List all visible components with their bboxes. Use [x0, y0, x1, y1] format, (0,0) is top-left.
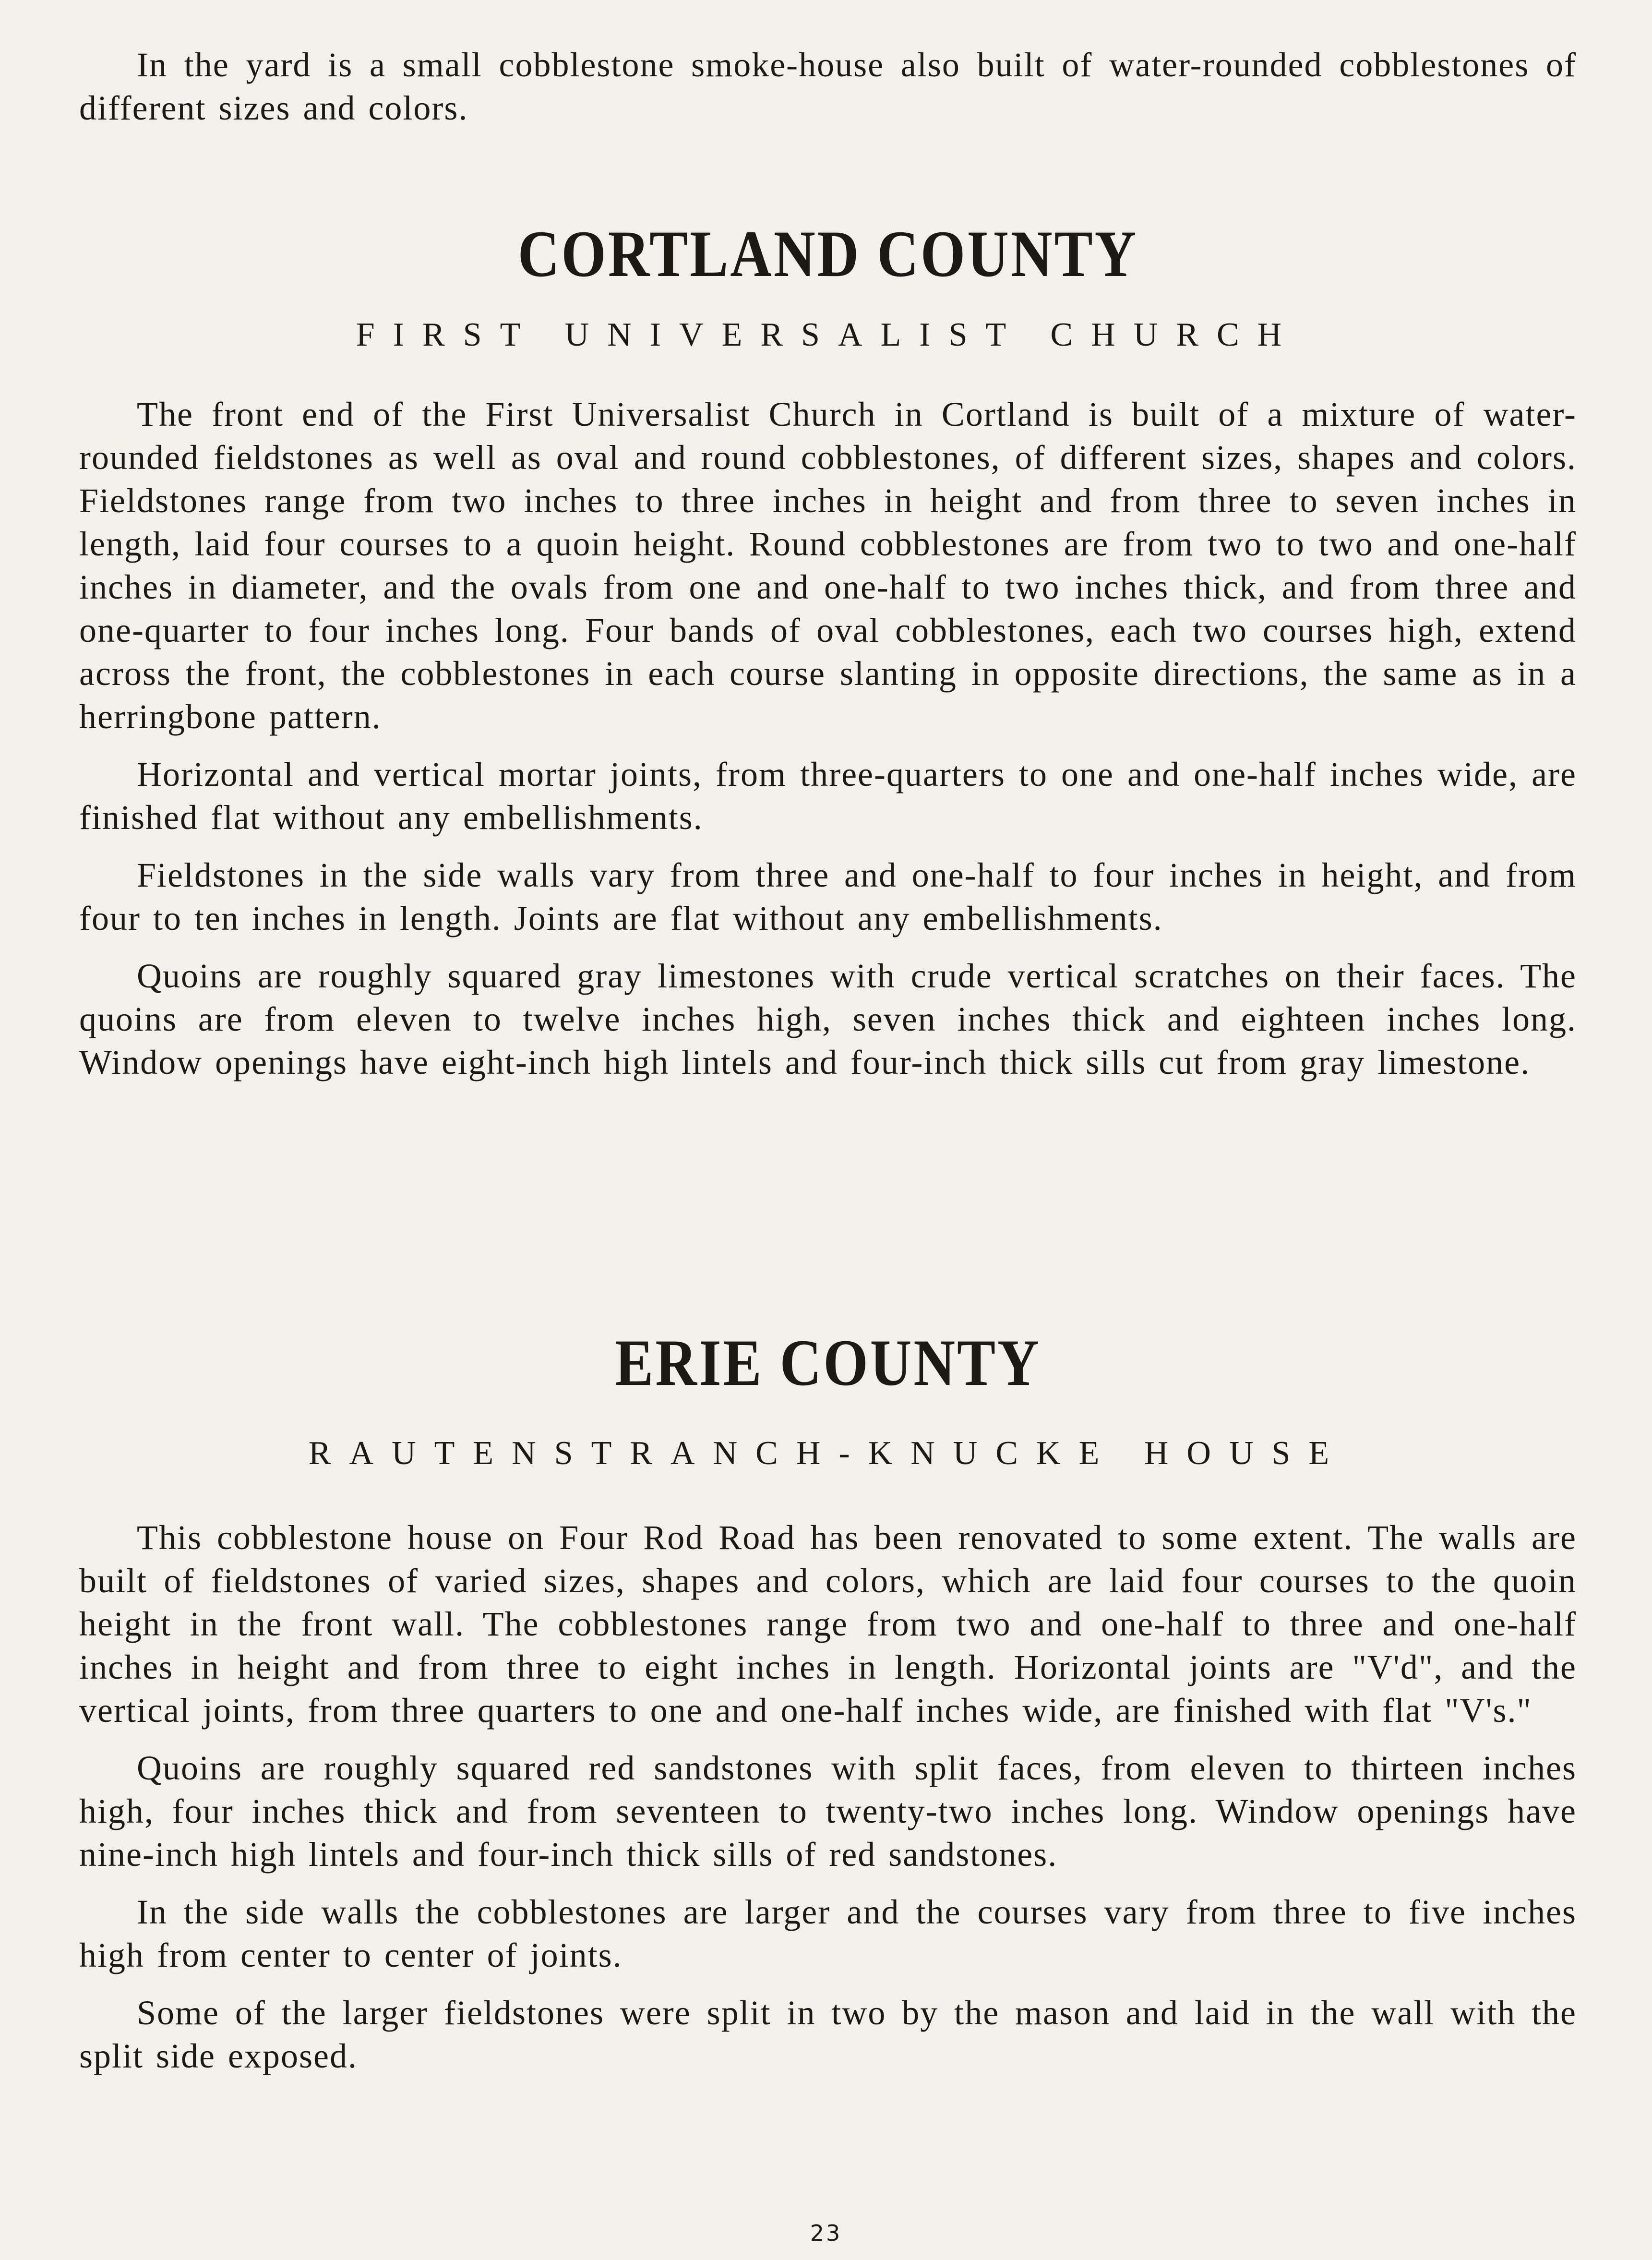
county-heading: ERIE COUNTY	[615, 1325, 1041, 1399]
body-paragraph: Quoins are roughly squared gray limestones with crude vertical scratches on their faces. The quoins are from eleven to twelve inches high, seven inches thick and eighteen inches long. Window openings have eight-inch high lintels and four-inch thick sills cut from gray limestone.	[79, 957, 1577, 1082]
body-paragraph: Horizontal and vertical mortar joints, from three-quarters to one and one-half inches wide, are finished flat without any embellishments.	[79, 755, 1577, 837]
page-number: 23	[810, 2220, 842, 2246]
body-paragraph: Some of the larger fieldstones were split in two by the mason and laid in the wall with the split side exposed.	[79, 1994, 1577, 2075]
section-cortland-county	[79, 216, 1577, 1098]
body-paragraph: This cobblestone house on Four Rod Road has been renovated to some extent. The walls are built of fieldstones of varied sizes, shapes and colors, which are laid four courses to the quoin height in the front wall. The cobblestones range from two and one-half to three and one-half inches in height and from three to eight inches in length. Horizontal joints are "V'd", and the vertical joints, from three quarters to one and one-half inches wide, are finished with flat "V's."	[79, 1518, 1577, 1730]
body-paragraph: In the side walls the cobblestones are larger and the courses vary from three to five inches high from center to center of joints.	[79, 1893, 1577, 1974]
body-paragraph: Quoins are roughly squared red sandstones with split faces, from eleven to thirteen inches high, four inches thick and from seventeen to twenty-two inches long. Window openings have nine-inch high lintels and four-inch thick sills of red sandstones.	[79, 1749, 1577, 1874]
section-erie-county	[79, 1325, 1577, 2092]
building-heading: FIRST UNIVERSALIST CHURCH	[356, 316, 1300, 353]
county-heading: CORTLAND COUNTY	[517, 216, 1138, 290]
body-paragraph: Fieldstones in the side walls vary from three and one-half to four inches in height, and from four to ten inches in length. Joints are flat without any embellishments.	[79, 856, 1577, 938]
intro-paragraph: In the yard is a small cobblestone smoke-house also built of water-rounded cobblestones of different sizes and colors.	[79, 46, 1577, 127]
building-heading: RAUTENSTRANCH-KNUCKE HOUSE	[308, 1435, 1348, 1472]
body-paragraph: The front end of the First Universalist Church in Cortland is built of a mixture of water-rounded fieldstones as well as oval and round cobblestones, of different sizes, shapes and colors. Fieldstones range from two inches to three inches in height and from three to seven inches in length, laid four courses to a quoin height. Round cobblestones are from two to two and one-half inches in diameter, and the ovals from one and one-half to two inches thick, and from three and one-quarter to four inches long. Four bands of oval cobblestones, each two courses high, extend across the front, the cobblestones in each course slanting in opposite directions, the same as in a herringbone pattern.	[79, 395, 1577, 736]
